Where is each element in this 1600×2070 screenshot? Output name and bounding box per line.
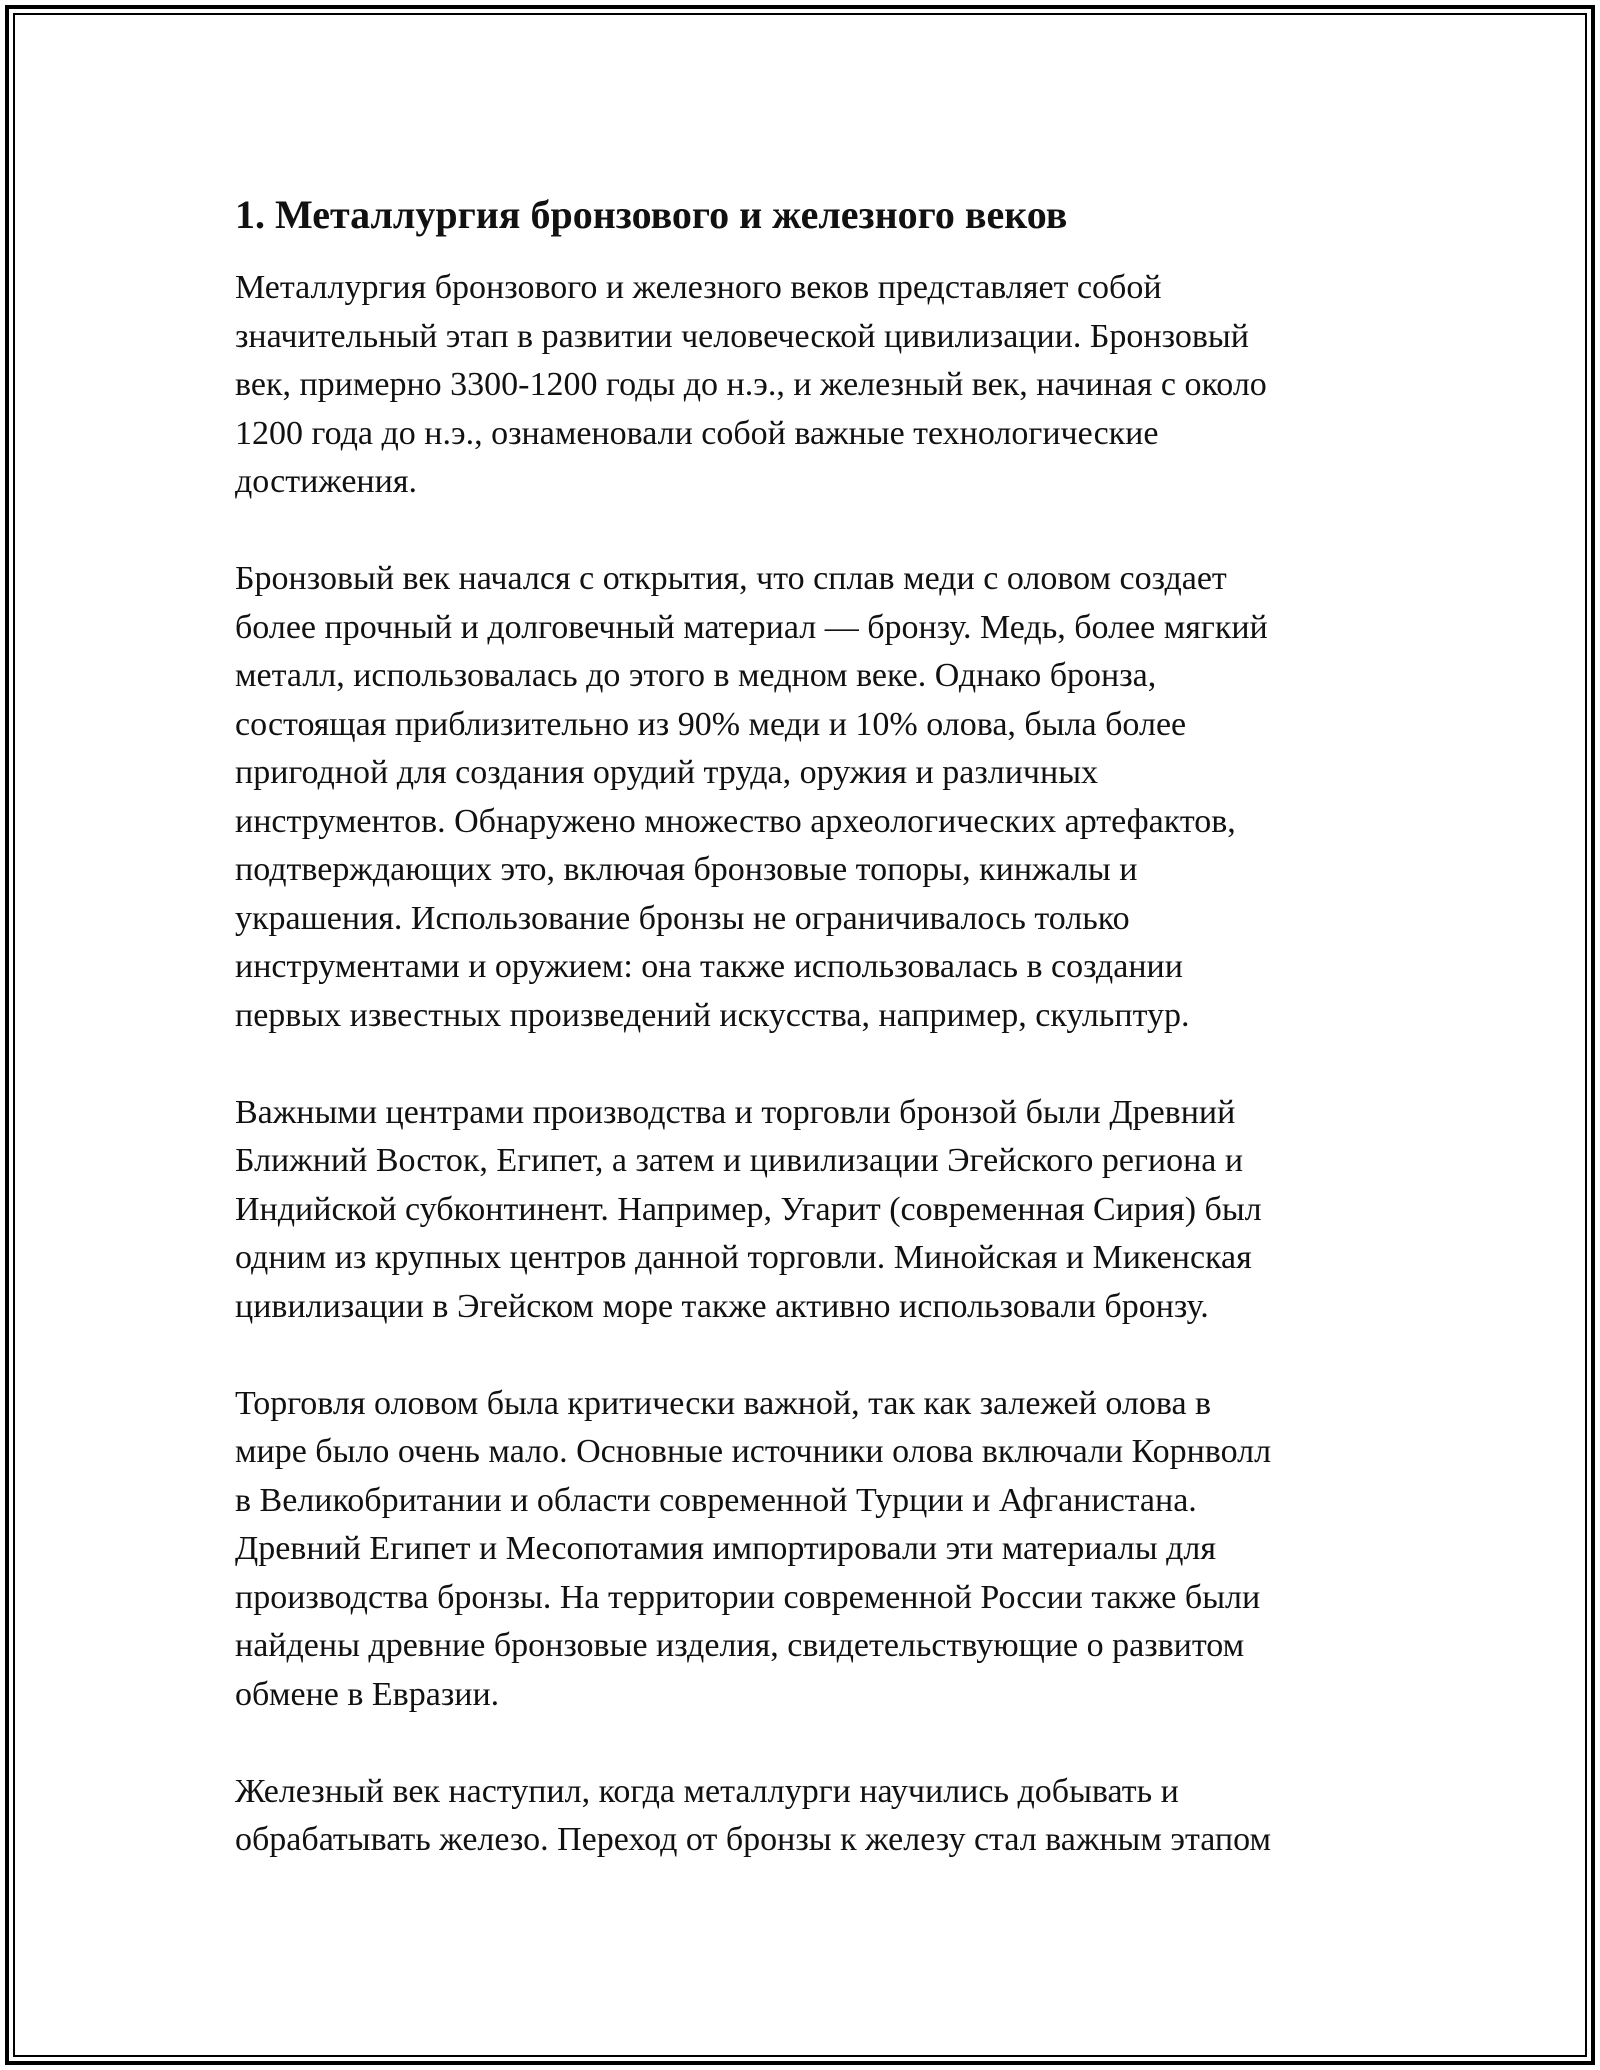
section-heading: 1. Металлургия бронзового и железного веков [235, 192, 1068, 237]
paragraph-intro: Металлургия бронзового и железного веков представляет собой значительный этап в развитии человеческой цивилизации. Бронзовый век, примерно 3300-1200 годы до н.э., и железный век, начиная с около 1200 года до н.э., ознаменовали собой важные технологические достижения. [235, 269, 1267, 500]
paragraph-bronze-trade-centers: Важными центрами производства и торговли бронзой были Древний Ближний Восток, Египет, а затем и цивилизации Эгейского региона и Индийской субконтинент. Например, Угарит (современная Сирия) был одним из крупных центров данной торговли. Минойская и Микенская цивилизации в Эгейском море также активно использовали бронзу. [235, 1093, 1262, 1325]
paragraph-bronze-age: Бронзовый век начался с открытия, что сплав меди с оловом создает более прочный и долговечный материал — бронзу. Медь, более мягкий металл, использовалась до этого в медном веке. Однако бронза, состоящая приблизительно из 90% меди и 10% олова, была более пригодной для создания орудий труда, оружия и различных инструментов. Обнаружено множество археологических артефактов, подтверждающих это, включая бронзовые топоры, кинжалы и украшения. Использование бронзы не ограничивалось только инструментами и оружием: она также использовалась в создании первых известных произведений искусства, например, скульптур. [235, 560, 1268, 1034]
paragraph-iron-age: Железный век наступил, когда металлурги научились добывать и обрабатывать железо. Переход от бронзы к железу стал важным этапом [235, 1772, 1271, 1858]
paragraph-tin-trade: Торговля оловом была критически важной, так как залежей олова в мире было очень мало. Основные источники олова включали Корнволл в Великобритании и области современной Турции и Афганистана. Древний Египет и Месопотамия импортировали эти материалы для производства бронзы. На территории современной России также были найдены древние бронзовые изделия, свидетельствующие о развитом обмене в Евразии. [235, 1384, 1272, 1713]
document-body [235, 186, 1375, 1913]
